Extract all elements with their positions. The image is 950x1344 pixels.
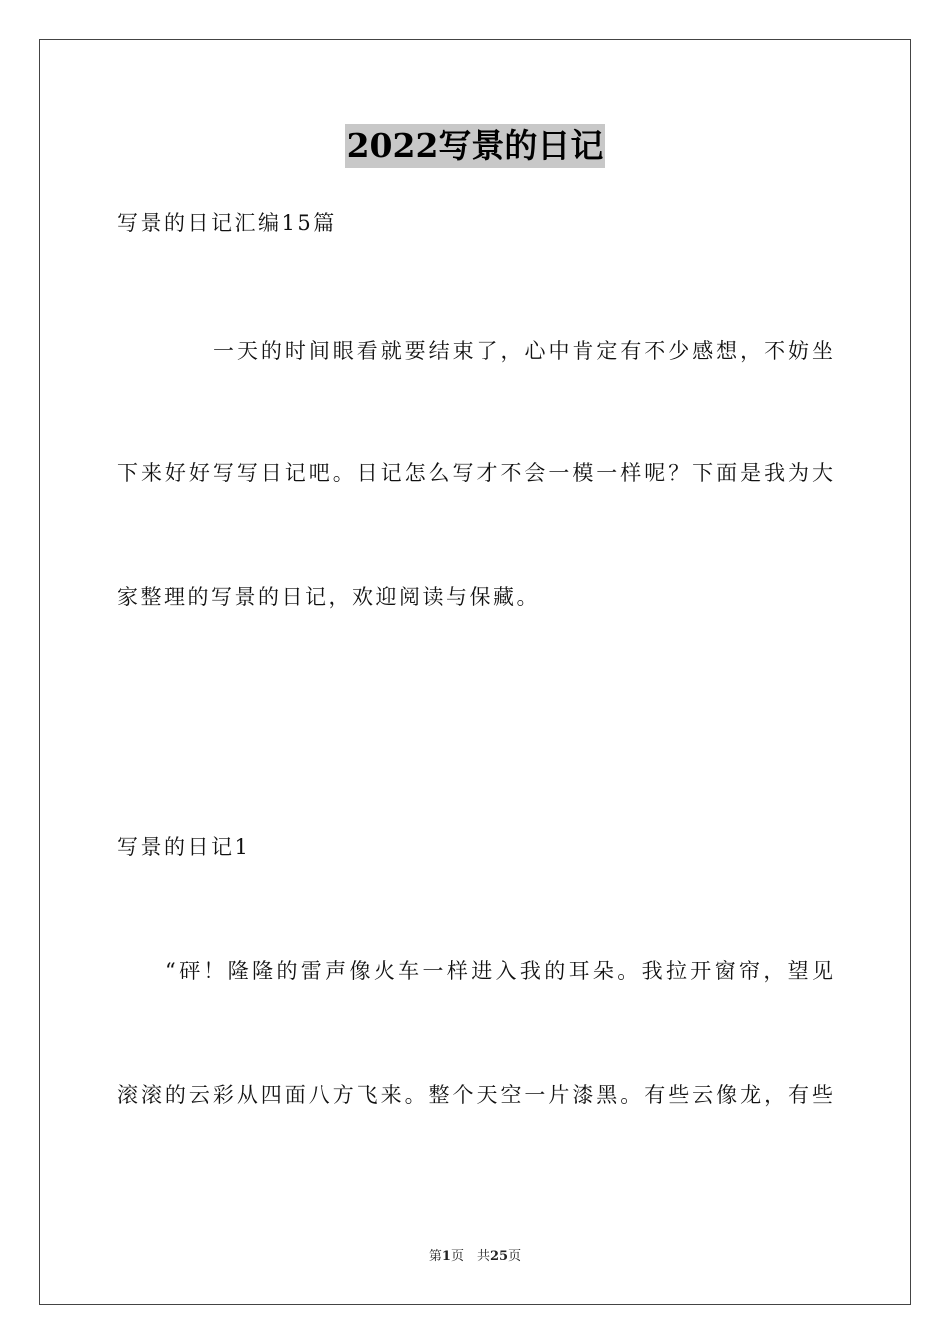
footer-page-prefix: 第 bbox=[428, 1249, 442, 1264]
footer-page-mid: 页 共 bbox=[450, 1249, 490, 1264]
title-container bbox=[0, 124, 950, 168]
section-line-2: 滚滚的云彩从四面八方飞来。整个天空一片漆黑。有些云像龙，有些 bbox=[117, 1083, 833, 1107]
footer-page-suffix: 页 bbox=[508, 1249, 522, 1264]
section-line-1: “砰！隆隆的雷声像火车一样进入我的耳朵。我拉开窗帘，望见 bbox=[165, 959, 833, 983]
page-footer bbox=[0, 1248, 950, 1266]
intro-line-1: 一天的时间眼看就要结束了，心中肯定有不少感想，不妨坐 bbox=[213, 339, 833, 363]
intro-line-2: 下来好好写写日记吧。日记怎么写才不会一模一样呢？下面是我为大 bbox=[117, 461, 833, 485]
section-heading: 写景的日记1 bbox=[117, 835, 251, 859]
footer-page-total: 25 bbox=[489, 1249, 509, 1264]
intro-line-3: 家整理的写景的日记，欢迎阅读与保藏。 bbox=[117, 585, 540, 609]
document-title: 2022写景的日记 bbox=[345, 124, 606, 168]
footer-page-current: 1 bbox=[441, 1249, 451, 1264]
document-subtitle: 写景的日记汇编15篇 bbox=[117, 211, 337, 235]
